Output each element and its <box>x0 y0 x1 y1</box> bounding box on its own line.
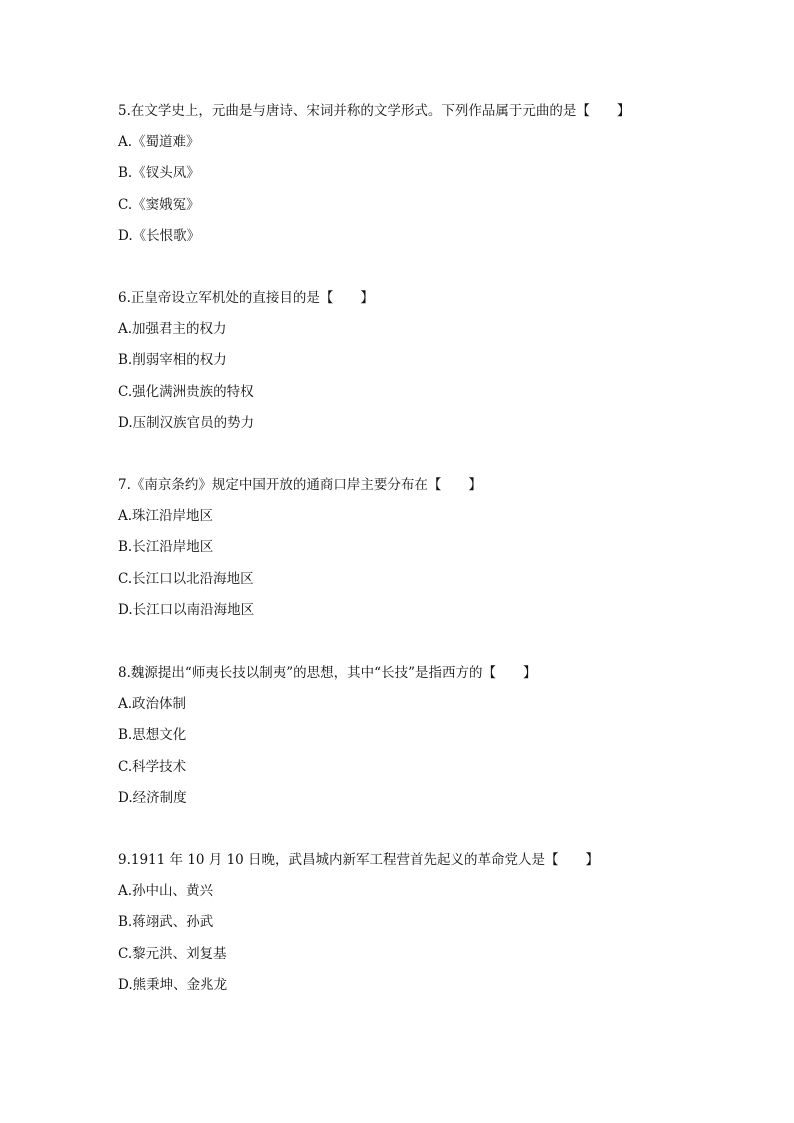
option-c: C.长江口以北沿海地区 <box>118 570 254 587</box>
option-a: A.孙中山、黄兴 <box>118 883 214 900</box>
option-c: C.科学技术 <box>118 758 187 775</box>
question-7 <box>118 470 738 626</box>
question-6 <box>118 283 738 439</box>
option-b: B.思想文化 <box>118 727 187 744</box>
option-d: D.熊秉坤、金兆龙 <box>118 976 228 993</box>
option-c: C.《窦娥冤》 <box>118 196 200 213</box>
question-9 <box>118 845 738 1001</box>
option-a: A.加强君主的权力 <box>118 321 227 338</box>
question-stem: 8.魏源提出“师夷长技以制夷”的思想，其中“长技”是指西方的【 】 <box>118 665 537 681</box>
option-a: A.珠江沿岸地区 <box>118 508 214 525</box>
option-c: C.黎元洪、刘复基 <box>118 945 227 962</box>
question-8 <box>118 658 738 814</box>
question-stem: 6.正皇帝设立军机处的直接目的是【 】 <box>118 290 374 306</box>
option-a: A.《蜀道难》 <box>118 134 200 151</box>
option-b: B.长江沿岸地区 <box>118 539 214 556</box>
option-d: D.《长恨歌》 <box>118 227 201 244</box>
option-d: D.长江口以南沿海地区 <box>118 601 255 618</box>
question-stem: 5.在文学史上，元曲是与唐诗、宋词并称的文学形式。下列作品属于元曲的是【 】 <box>118 103 631 119</box>
option-c: C.强化满洲贵族的特权 <box>118 383 254 400</box>
question-stem: 7.《南京条约》规定中国开放的通商口岸主要分布在【 】 <box>118 477 482 493</box>
question-5 <box>118 96 738 252</box>
option-d: D.压制汉族官员的势力 <box>118 414 255 431</box>
option-b: B.《钗头凤》 <box>118 165 200 182</box>
option-a: A.政治体制 <box>118 696 187 713</box>
option-b: B.蒋翊武、孙武 <box>118 914 214 931</box>
option-d: D.经济制度 <box>118 789 187 806</box>
question-stem: 9.1911 年 10 月 10 日晚，武昌城内新军工程营首先起义的革命党人是【 】 <box>118 852 600 868</box>
option-b: B.削弱宰相的权力 <box>118 352 227 369</box>
